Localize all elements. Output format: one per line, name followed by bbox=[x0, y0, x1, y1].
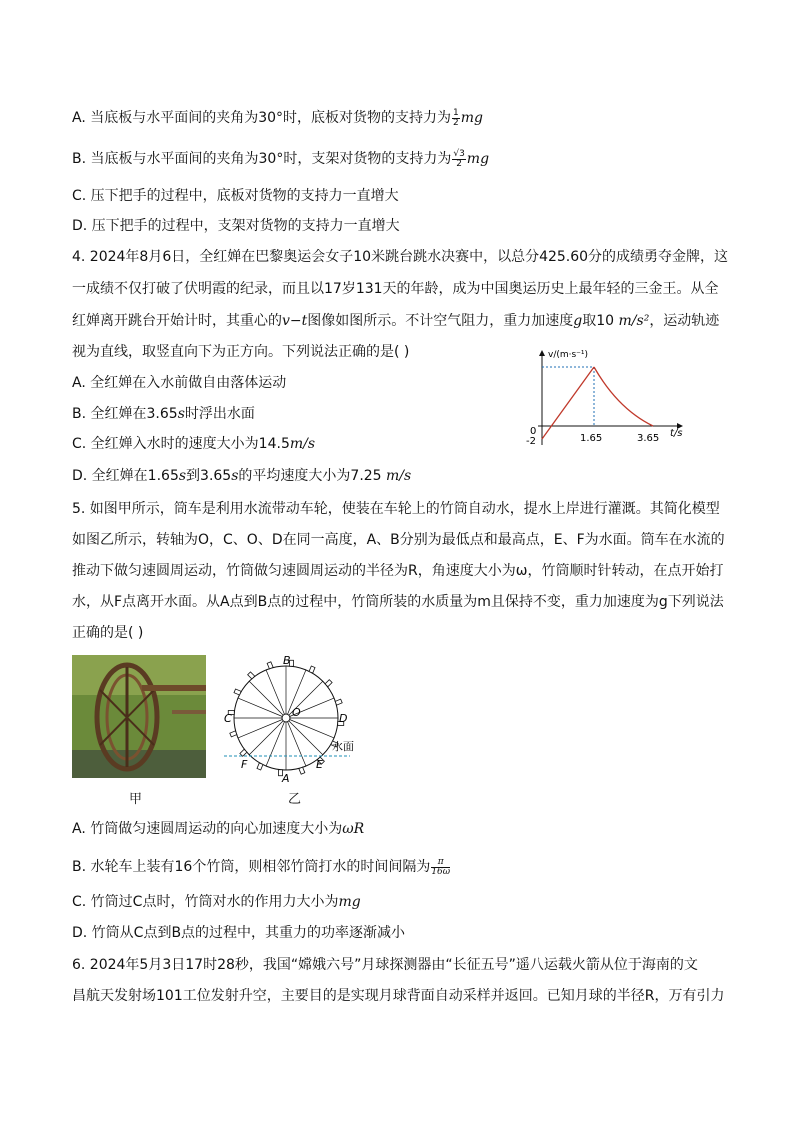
q4-option-c: C. 全红婵入水时的速度大小为14.5m/s bbox=[72, 436, 316, 452]
point-f: F bbox=[241, 758, 248, 771]
q4-stem-line2: 一成绩不仅打破了伏明霞的纪录，而且以17岁131天的年龄，成为中国奥运历史上最年轻的三金王。从全 bbox=[72, 281, 719, 297]
fraction: $\frac{√3}{2}$ bbox=[453, 148, 465, 169]
bamboo-tube bbox=[234, 689, 241, 695]
q4-option-a: A. 全红婵在入水前做自由落体运动 bbox=[72, 375, 287, 391]
point-d: D bbox=[339, 712, 348, 725]
wheel-spoke bbox=[249, 681, 286, 718]
q5-stem-line4: 水，从F点离开水面。从A点到B点的过程中，竹筒所装的水质量为m且保持不变，重力加速度为g下列说法 bbox=[72, 594, 724, 610]
fraction: $\frac{1}{2}$ bbox=[453, 107, 459, 128]
water-label: 水面 bbox=[332, 740, 354, 753]
wheel-axle bbox=[282, 714, 290, 722]
q4-option-d: D. 全红婵在1.65s到3.65s的平均速度大小为7.25 m/s bbox=[72, 468, 412, 484]
q5-stem-line3: 推动下做匀速圆周运动，竹筒做匀速圆周运动的半径为R，角速度大小为ω，竹筒顺时针转动，在点开始打 bbox=[72, 563, 724, 579]
q4-option-b: B. 全红婵在3.65s时浮出水面 bbox=[72, 406, 255, 422]
graph-xlabel: t/s bbox=[670, 428, 683, 439]
caption-yi: 乙 bbox=[288, 792, 302, 807]
q6-stem-line1: 6. 2024年5月3日17时28秒，我国“嫦娥六号”月球探测器由“长征五号”遥八运载火箭从位于海南的文 bbox=[72, 957, 698, 973]
waterwheel-photo bbox=[72, 655, 206, 778]
q5-option-b: B. 水轮车上装有16个竹筒，则相邻竹筒打水的时间间隔为 $\frac{\pi}{16\omega}$ bbox=[72, 856, 451, 877]
q4-stem-line1: 4. 2024年8月6日，全红婵在巴黎奥运会女子10米跳台跳水决赛中，以总分425.60分的成绩勇夺金牌，这 bbox=[72, 249, 729, 265]
q5-stem-line5: 正确的是( ) bbox=[72, 625, 144, 641]
q5-stem-line1: 5. 如图甲所示，筒车是利用水流带动车轮，使装在车轮上的竹筒自动水，提水上岸进行灌溉。其简化模型 bbox=[72, 501, 720, 517]
graph-x1: 1.65 bbox=[580, 433, 603, 444]
q5-option-d: D. 竹筒从C点到B点的过程中，其重力的功率逐渐减小 bbox=[72, 925, 406, 941]
bamboo-tube bbox=[257, 763, 263, 770]
vt-graph bbox=[520, 345, 700, 450]
graph-yneg: -2 bbox=[526, 436, 536, 447]
rise-segment bbox=[542, 367, 594, 439]
graph-x2: 3.65 bbox=[637, 433, 660, 444]
point-o: O bbox=[292, 706, 301, 719]
wheel-spoke bbox=[249, 718, 286, 755]
bamboo-tube bbox=[299, 767, 305, 774]
point-b: B bbox=[283, 654, 291, 667]
fraction: $\frac{\pi}{16\omega}$ bbox=[431, 856, 451, 877]
point-a: A bbox=[282, 772, 290, 785]
bamboo-tube bbox=[309, 666, 315, 673]
waterwheel-diagram bbox=[222, 650, 362, 790]
q5-option-c: C. 竹筒过C点时，竹筒对水的作用力大小为mg bbox=[72, 894, 361, 910]
q6-stem-line2: 昌航天发射场101工位发射升空，主要目的是实现月球背面自动采样并返回。已知月球的半径R，万有引力 bbox=[72, 988, 725, 1004]
caption-jia: 甲 bbox=[129, 792, 143, 807]
decay-curve bbox=[594, 367, 653, 426]
bamboo-tube bbox=[230, 731, 237, 737]
q5-option-a: A. 竹筒做匀速圆周运动的向心加速度大小为ωR bbox=[72, 821, 365, 837]
graph-origin: 0 bbox=[530, 426, 537, 437]
bamboo-tube bbox=[267, 662, 273, 669]
wheel-spoke bbox=[286, 718, 323, 755]
point-c: C bbox=[224, 712, 232, 725]
q4-stem-line3: 红婵离开跳台开始计时，其重心的v−t图像如图所示。不计空气阻力，重力加速度g取10 m/s²，运动轨迹 bbox=[72, 313, 720, 329]
q3-option-a: A. 当底板与水平面间的夹角为30°时，底板对货物的支持力为 $\frac{1}{2}$ mg bbox=[72, 107, 484, 128]
q4-stem-line4: 视为直线，取竖直向下为正方向。下列说法正确的是( ) bbox=[72, 344, 410, 360]
q3-option-c: C. 压下把手的过程中，底板对货物的支持力一直增大 bbox=[72, 188, 399, 204]
bamboo-tube bbox=[335, 699, 342, 705]
point-e: E bbox=[316, 758, 323, 771]
q5-stem-line2: 如图乙所示，转轴为O，C、O、D在同一高度，A、B分别为最低点和最高点，E、F为水面。筒车在水流的 bbox=[72, 532, 725, 548]
graph-ylabel: v/(m·s⁻¹) bbox=[548, 350, 589, 360]
q3-option-b: B. 当底板与水平面间的夹角为30°时，支架对货物的支持力为 $\frac{√3}{2}$ mg bbox=[72, 148, 490, 169]
q3-option-d: D. 压下把手的过程中，支架对货物的支持力一直增大 bbox=[72, 218, 400, 234]
